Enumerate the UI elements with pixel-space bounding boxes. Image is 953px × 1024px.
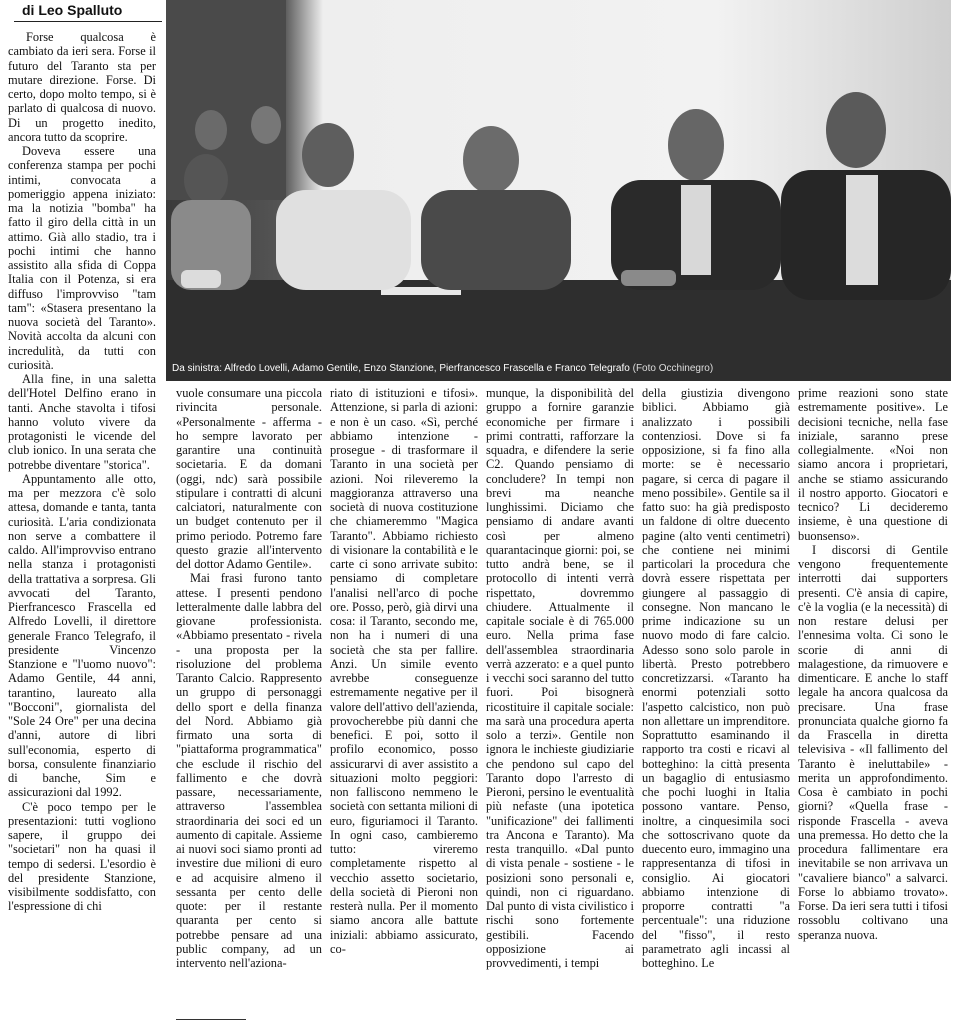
photo-caption xyxy=(172,363,713,374)
article-paragraph: Forse qualcosa è cambiato da ieri sera. Forse il futuro del Taranto sta per mutare direzione. Forse. Di certo, dopo molto tempo, si è parlato di qualcosa di nuovo. Di un progetto inedito, ancora tutto da scoprire. xyxy=(8,30,156,144)
article-paragraph: Alla fine, in una saletta dell'Hotel Delfino erano in tanti. Anche stavolta i tifosi hanno voluto vivere da protagonisti le vicende del club ionico. In una serata che potrebbe diventare "storica". xyxy=(8,372,156,472)
press-conference-photo xyxy=(166,0,951,381)
photo-credit: (Foto Occhinegro) xyxy=(632,363,714,374)
caption-names: Da sinistra: Alfredo Lovelli, Adamo Gentile, Enzo Stanzione, Pierfrancesco Frascella e Franco Telegrafo xyxy=(172,363,630,374)
article-column-4 xyxy=(486,386,634,1022)
article-paragraph: Mai frasi furono tanto attese. I presenti pendono letteralmente dalle labbra del giovane professionista. «Abbiamo presentato - rivela - una proposta per la risoluzione del problema Taranto Calcio. Rappresento un gruppo di personaggi dello sport e della finanza del Nord. Abbiamo già firmato una sorta di "piattaforma programmatica" che esclude il rischio del fallimento e che dovrà passare, necessariamente, attraverso l'assemblea straordinaria dei soci ed un aumento di capitale. Assieme ai nuovi soci siamo pronti ad investire due milioni di euro e ad acquisire almeno il sessanta per cento delle quote: per il restante quaranta per cento si potrebbe pensare ad una public company, ad un intervento nell'aziona- xyxy=(176,571,322,970)
article-paragraph: C'è poco tempo per le presentazioni: tutti vogliono sapere, il gruppo dei "societari" non ha quasi il tempo di sedersi. L'esordio è del presidente Stanzione, visibilmente soddisfatto, con l'espressione di chi xyxy=(8,799,156,914)
article-paragraph: prime reazioni sono state estremamente positive». Le decisioni tecniche, nella fase iniziale, saranno prese collegialmente. «Noi non siamo ancora i proprietari, anche se stiamo assicurando il nostro apporto. Giocatori e tecnico? Li decideremo insieme, è una questione di buonsenso». xyxy=(798,386,948,543)
article-paragraph: I discorsi di Gentile vengono frequentemente interrotti dai supporters presenti. C'è ansia di capire, c'è la voglia (e la necessità) di non restare delusi per l'ennesima volta. Ci sono le scorie di anni di malagestione, da rimuovere e dimenticare. E anche lo staff legale ha ancora qualcosa da precisare. Una frase pronunciata qualche giorno fa da Frascella in diretta televisiva - «Il fallimento del Taranto è ineluttabile» - merita un approfondimento. Cosa è cambiato in pochi giorni? «Quella frase - risponde Frascella - aveva una premessa. Ho detto che la procedura fallimentare era inevitabile se non arrivava un "cavaliere bianco" a salvarci. Forse lo abbiamo trovato». Forse. Da ieri sera tutti i tifosi rossoblu coltivano una speranza nuova. xyxy=(798,542,948,942)
byline: di Leo Spalluto xyxy=(14,0,162,22)
article-paragraph: della giustizia divengono biblici. Abbiamo già analizzato i possibili contenziosi. Dove si fa opposizione, si fa fino alla morte: se è necessario pagare, si cerca di pagare il meno possibile». Gentile sa il fatto suo: ha già predisposto un faldone di oltre duecento pagine (alto venti centimetri) che contiene nei minimi particolari la procedura che dovrà essere rispettata per giungere al passaggio di consegne. Non mancano le prime indicazione su un nuovo modo di fare calcio. Adesso sono solo parole in libertà. Presto potrebbero concretizzarsi. «Taranto ha enormi potenziali sotto l'aspetto calcistico, non può non allettare un imprenditore. Soprattutto esaminando il rapporto tra costi e ricavi al botteghino: la città presenta un bagaglio di entusiasmo che pochi luoghi in Italia possono vantare. Penso, inoltre, a cinquesimila soci che sottoscrivano quote da duecento euro, immagino una rappresentanza di tifosi in consiglio. Ai giocatori abbiamo intenzione di proporre contratti "a percentuale": una riduzione del "fisso", il resto parametrato agli incassi al botteghino. Le xyxy=(642,386,790,970)
article-paragraph: munque, la disponibilità del gruppo a fornire garanzie economiche per firmare i primi contratti, rafforzare la squadra, e difendere la serie C2. Quando pensiamo di concludere? In tempi non brevi ma neanche lunghissimi. Diciamo che pensiamo di andare avanti così per almeno quarantacinque giorni: poi, se tutto andrà bene, se il protocollo di intenti verrà rispettato, dovremmo chiudere. Attualmente il capitale sociale è di 765.000 euro. Nella prima fase dell'assemblea straordinaria verrà azzerato: e a quel punto i vecchi soci saranno del tutto fuori. Poi bisognerà ricostituire il capitale sociale: ma sarà una procedura aperta solo a terzi». Gentile non ignora le inchieste giudiziarie che pendono sul capo del Taranto dopo l'arresto di Pieroni, persino le eventualità più nefaste (una ipotetica "unificazione" dei fallimenti tra Ancona e Taranto). Ma resta tranquillo. «Dal punto di vista penale - sostiene - le posizioni sono personali e, quindi, non ci riguardano. Dal punto di vista civilistico i rischi sono fortemente gestibili. Facendo opposizione ai provvedimenti, i tempi xyxy=(486,386,634,970)
article-paragraph: vuole consumare una piccola rivincita personale. «Personalmente - afferma - ho sempre lavorato per garantire una continuità societaria. E da domani (oggi, ndc) sarà possibile stipulare i contratti di alcuni calciatori, naturalmente con un budget contenuto per il primo periodo. Potremo fare questo grazie all'intervento del dottor Adamo Gentile». xyxy=(176,386,322,571)
article-paragraph: riato di istituzioni e tifosi». Attenzione, si parla di azioni: e non è un caso. «Sì, perché abbiamo intenzione - prosegue - di trasformare il Taranto in una società per azioni. Noi rileveremo la maggioranza attraverso una società di nuova costituzione che chiameremmo "Magica Taranto". Abbiamo richiesto di visionare la contabilità e le carte ci sono arrivate subito: pensiamo di completare l'analisi nell'arco di poche ore. Posso, però, già dirvi una cosa: il Taranto, secondo me, non ha i numeri di una società che sta per fallire. Anzi. Un simile evento avrebbe conseguenze estremamente negative per il valore dell'attivo dell'azienda, provocherebbe più danni che benefici. E poi, sotto il profilo economico, posso assicurarvi di aver assistito a situazioni molto peggiori: non falliscono nemmeno le società con settanta milioni di euro, figuriamoci il Taranto. In ogni caso, cambieremo tutto: vireremo completamente rispetto al vecchio assetto societario, della società di Pieroni non resterà nulla. Per il momento siamo ancora alle battute iniziali: abbiamo assicurato, co- xyxy=(330,386,478,956)
article-column-3 xyxy=(330,386,478,1022)
photo-image xyxy=(166,0,951,381)
article-column-2 xyxy=(176,386,322,1022)
article-column-6 xyxy=(798,386,948,1022)
end-rule xyxy=(176,1019,246,1020)
article-paragraph: Appuntamento alle otto, ma per mezzora c'è solo attesa, domande e tanta, tanta curiosità. L'aria condizionata non serve a combattere il caldo. All'improvviso entrano nella stanza i protagonisti della trattativa a sorpresa. Gli avvocati del Taranto, Pierfrancesco Frascella ed Alfredo Lovelli, il direttore generale Franco Telegrafo, il presidente Vincenzo Stanzione e "l'uomo nuovo": Adamo Gentile, 44 anni, tarantino, laureato alla "Bocconi", giornalista del "Sole 24 Ore" per una decina d'anni, autore di libri sull'economia, esperto di borsa, consulente finanziario di banche, Sim e assicurazioni dal 1992. xyxy=(8,471,156,800)
article-paragraph: Doveva essere una conferenza stampa per pochi intimi, convocata a pomeriggio appena iniziato: ma la notizia "bomba" ha fatto il giro della città in un attimo. Già allo stadio, tra i pochi intimi che hanno assistito alla sfida di Coppa Italia con il Potenza, si era diffuso l'improvviso "tam tam": «Stasera presentano la nuova società del Taranto». Novità accolta da alcuni con incredulità, da tutti con curiosità. xyxy=(8,144,156,372)
article-column-5 xyxy=(642,386,790,1022)
article-column-1 xyxy=(8,30,156,1022)
